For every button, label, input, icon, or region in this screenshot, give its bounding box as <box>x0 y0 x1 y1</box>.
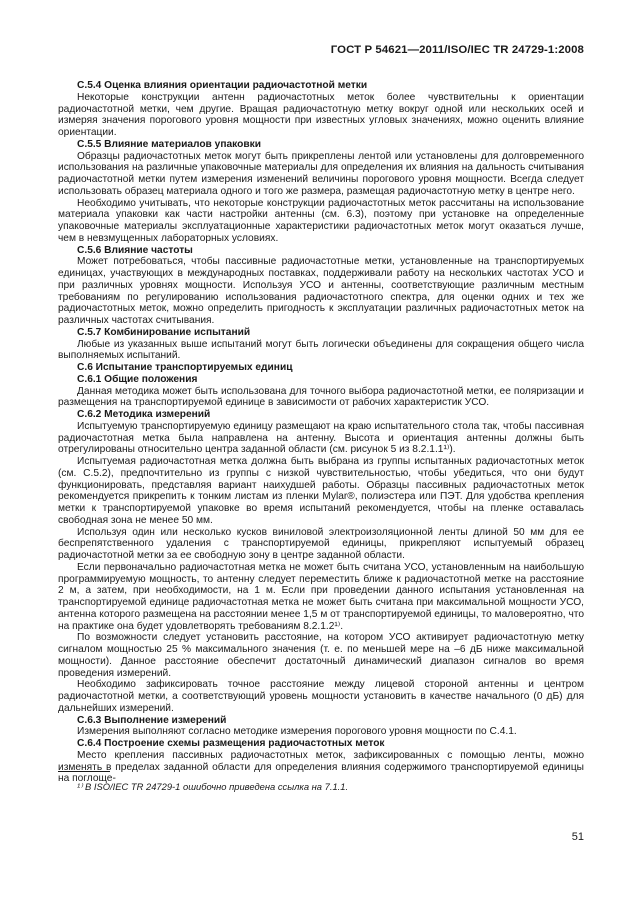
paragraph: Данная методика может быть использована для точного выбора радиочастотной метки, ее поляризации и размещения на транспортируемой единице в зависимости от рабочих характеристик УСО. <box>58 385 584 409</box>
paragraph: Испытуемую транспортируемую единицу размещают на краю испытательного стола так, чтобы пассивная радиочастотная метка была направлена на антенну. Высота и ориентация антенны должны быть отрегулированы относительно центра заданной области (см. рисунок 5 из 8.2.1.1¹⁾). <box>58 420 584 456</box>
section-heading: С.5.4 Оценка влияния ориентации радиочастотной метки <box>77 80 368 91</box>
paragraph: Может потребоваться, чтобы пассивные радиочастотные метки, установленные на транспортируемых единицах, участвующих в международных поставках, поддерживали работу на нескольких частотах УСО и при различных уровнях мощности. Используя УСО и антенны, соответствующие различным местным требованиям по регулированию использования радиочастотного спектра, для оценки одних и тех же радиочастотных меток, можно определить пригодность к эксплуатации различных радиочастотных меток на различных частотах считывания. <box>58 256 584 326</box>
page-number: 51 <box>571 831 584 843</box>
section-heading: С.6.4 Построение схемы размещения радиочастотных меток <box>77 738 385 749</box>
footnote-divider <box>58 771 110 772</box>
section-heading: С.6.1 Общие положения <box>77 373 198 385</box>
paragraph: По возможности следует установить расстояние, на котором УСО активирует радиочастотную метку сигналом мощностью 25 % максимального значения (т. е. по меньшей мере на –6 дБ ниже максимальной мощности). Данное расстояние обеспечит достаточный динамический диапазон сигналов во время проведения измерений. <box>58 632 584 679</box>
paragraph: Используя один или несколько кусков виниловой электроизоляционной ленты длиной 50 мм для ее беспрепятственного удаления с транспортируемой единицы, прикрепляют испытуемый образец радиочастотной метки за ее свободную зону в центре заданной области. <box>58 526 584 561</box>
section-heading: С.5.5 Влияние материалов упаковки <box>77 138 261 150</box>
section-heading: С.5.6 Влияние частоты <box>77 244 193 256</box>
paragraph: Если первоначально радиочастотная метка не может быть считана УСО, установленным на наибольшую программируемую мощность, то антенну следует переместить ближе к радиочастотной метке на расстояние 2 м, а затем, при необходимости, на 1 м. Если при проведении данного испытания установленная на транспортируемой единице радиочастотная метка не может быть считана при максимальной мощности УСО, антенна которого размещена на расстоянии менее 1,5 м от транспортируемой единицы, то маловероятно, что на практике она будет удовлетворять требованиям 8.2.1.2¹⁾. <box>58 561 584 632</box>
paragraph: Образцы радиочастотных меток могут быть прикреплены лентой или установлены для долговременного использования на различные упаковочные материалы для определения их влияния на дальность считывания радиочастотной метки путем измерения изменений величины порогового уровня мощности. Всегда следует использовать образец материала одного и того же размера, размещая радиочастотную метку в центре него. <box>58 150 584 197</box>
paragraph: Измерения выполняют согласно методике измерения порогового уровня мощности по С.4.1. <box>77 726 517 738</box>
paragraph: Необходимо учитывать, что некоторые конструкции радиочастотных меток рассчитаны на использование материала упаковки как части настройки антенны (см. 6.3), поэтому при установке на определенные упаковочные материалы эксплуатационные характеристики радиочастотных меток могут оказаться лучше, чем в невзмущенных лабораторных условиях. <box>58 197 584 244</box>
document-header: ГОСТ Р 54621—2011/ISO/IEC TR 24729-1:2008 <box>330 44 584 56</box>
paragraph: Любые из указанных выше испытаний могут быть логически объединены для сокращения общего числа выполняемых испытаний. <box>58 338 584 362</box>
footnote: ¹⁾ В ISO/IEC TR 24729-1 ошибочно приведена ссылка на 7.1.1. <box>77 781 349 792</box>
paragraph: Необходимо зафиксировать точное расстояние между лицевой стороной антенны и центром радиочастотной метки, а соответствующий уровень мощности установить в качестве начального (0 дБ) для дальнейших измерений. <box>58 679 584 714</box>
paragraph: Испытуемая радиочастотная метка должна быть выбрана из группы испытанных радиочастотных меток (см. С.5.2), предпочтительно из группы с низкой чувствительностью, чтобы убедиться, что они будут функционировать, представляя вариант наихудшей работы. Образцы пассивных радиочастотных меток рекомендуется прикрепить к тонким листам из пленки Mylar®, полиэстера или ПЭТ. Для удобства крепления метки к транспортируемой упаковке во время испытаний рекомендуется, чтобы на пленке оставалась свободная зона не менее 50 мм. <box>58 456 584 526</box>
section-heading: С.6.3 Выполнение измерений <box>77 714 227 726</box>
paragraph: Место крепления пассивных радиочастотных меток, зафиксированных с помощью ленты, можно изменять в пределах заданной области для определения влияния содержимого транспортируемой единицы на поглоще- <box>58 749 584 785</box>
paragraph: Некоторые конструкции антенн радиочастотных меток более чувствительны к ориентации радиочастотной метки, чем другие. Вращая радиочастотную метку вокруг одной или нескольких осей и измеряя значения порогового уровня мощности при известных угловых значениях, можно оценить влияние ориентации. <box>58 91 584 138</box>
section-heading: С.6.2 Методика измерений <box>77 409 211 420</box>
section-heading: С.6 Испытание транспортируемых единиц <box>77 362 293 373</box>
document-body <box>58 80 584 785</box>
section-heading: С.5.7 Комбинирование испытаний <box>77 326 251 338</box>
